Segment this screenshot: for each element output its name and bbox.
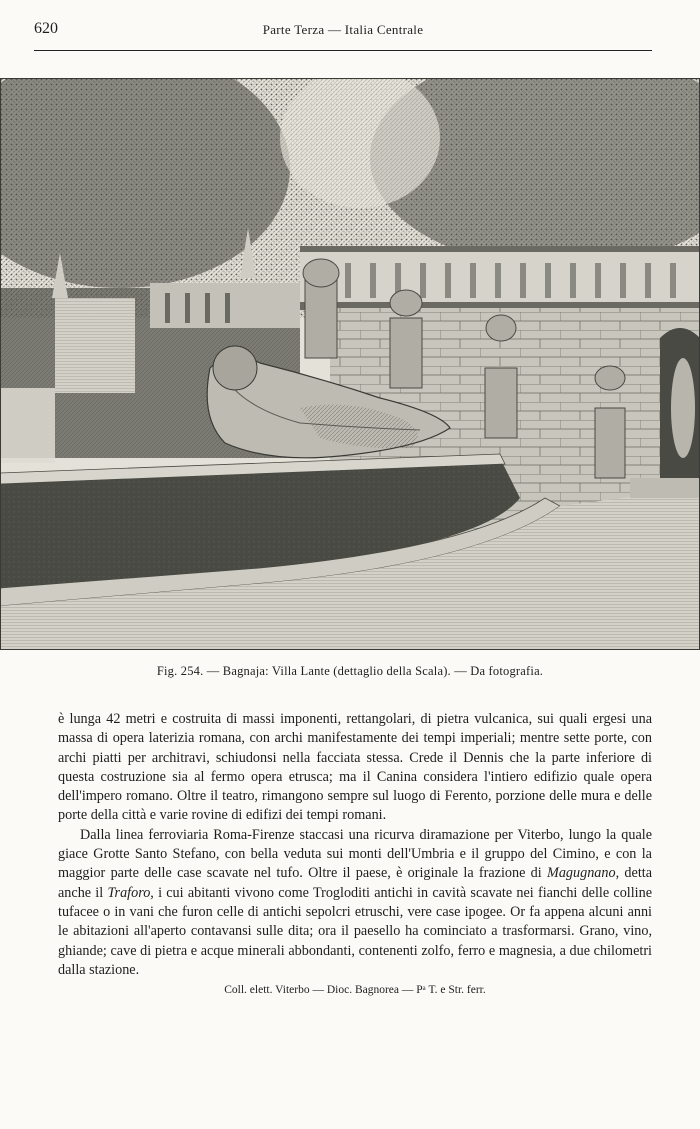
figure-caption: Fig. 254. — Bagnaja: Villa Lante (dettaglio della Scala). — Da fotografia. bbox=[156, 664, 544, 678]
villa-lante-engraving bbox=[0, 78, 700, 650]
page-number: 620 bbox=[34, 20, 58, 37]
administrative-footer: Coll. elett. Viterbo — Dioc. Bagnorea — Pᵃ T. e Str. ferr. bbox=[224, 984, 486, 997]
engraving-figure bbox=[0, 78, 700, 650]
body-text bbox=[58, 710, 652, 1000]
paragraph-1: è lunga 42 metri e costruita di massi imponenti, rettangolari, di pietra vulcanica, sui quali ergesi una massa di opera laterizia romana, con archi manifestamente dei tempi imperiali; mentre sette porte, con archi piatti per architravi, schiudonsi nella facciata stessa. Crede il Dennis che la parte inferiore di questa costruzione sia al fermo opera etrusca; ma il Canina considera l'intiero edifizio quale opera dell'impero romano. Oltre il teatro, rimangono sempre sul luogo di Ferento, porzione delle mura e delle porte della città e varie rovine di edifizi dei tempi romani. bbox=[58, 711, 652, 824]
place-magugnano: Magugnano bbox=[547, 865, 616, 882]
paragraph-2-part-b: , detta anche il bbox=[58, 865, 653, 901]
paragraph-2-part-c: , i cui abitanti vivono come Trogloditi antichi in cavità scavate nei fianchi delle colline tufacee o in vani che furon celle di antichi sepolcri etruschi, vere case ipogee. Or fa appena alcuni anni le abitazioni all'aperto contavansi sulle dita; ora il paesello ha cominciato a trasformarsi. Grano, vino, ghiande; cave di pietra e acque minerali abbondanti, contenenti zolfo, ferro e magnesia, a due chilometri dalla stazione. bbox=[58, 884, 653, 978]
paragraph-2-part-a: Dalla linea ferroviaria Roma-Firenze staccasi una ricurva diramazione per Viterbo, lungo la quale giace Grotte Santo Stefano, con bella veduta sui monti dell'Umbria e il gruppo del Cimino, e con la maggior parte delle case scavate nel tufo. Oltre il paese, è originale la frazione di bbox=[58, 826, 652, 882]
place-traforo: Traforo bbox=[107, 884, 151, 901]
page-header bbox=[34, 18, 652, 40]
running-title: Parte Terza — Italia Centrale bbox=[262, 22, 424, 37]
header-rule bbox=[34, 50, 652, 51]
paragraph-2 bbox=[58, 826, 652, 980]
